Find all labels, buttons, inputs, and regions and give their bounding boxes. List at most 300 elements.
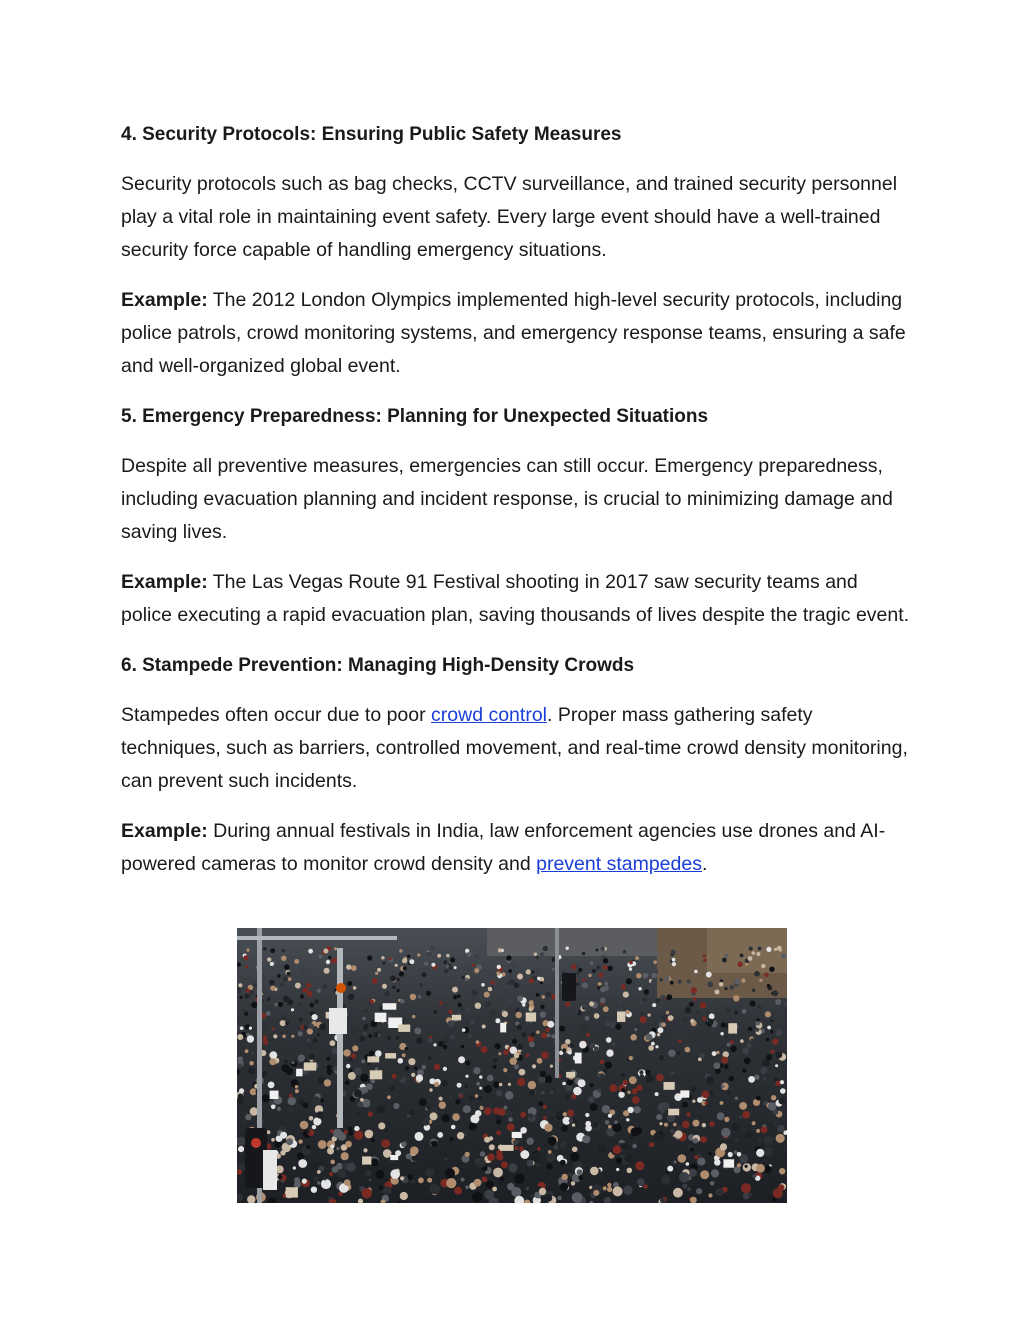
crowd-placard [383,1003,397,1010]
crowd-person [462,966,467,971]
crowd-person [435,1168,440,1173]
crowd-person [326,1057,330,1061]
crowd-person [465,978,469,982]
crowd-person [417,953,420,956]
crowd-person [481,983,485,987]
crowd-person [526,1187,530,1191]
crowd-person [238,1146,244,1152]
crowd-person [517,1044,523,1050]
crowd-person [308,949,313,954]
crowd-person [489,1144,495,1150]
crowd-person [779,1168,785,1174]
crowd-placard [664,1082,675,1090]
crowd-person [351,1028,358,1035]
crowd-person [300,1121,309,1130]
crowd-person [685,1047,691,1053]
crowd-person [282,949,286,953]
street-pole [555,928,559,1078]
crowd-person [443,1035,450,1042]
crowd-person [369,1051,375,1057]
crowd-person [717,1112,725,1120]
crowd-person [646,1034,653,1041]
crowd-person [439,1102,446,1109]
crowd-person [673,1188,683,1198]
crowd-person [280,983,283,986]
crowd-person [454,1187,462,1195]
crowd-person [514,1064,519,1069]
crowd-person [398,1058,404,1064]
crowd-person [634,1028,637,1031]
crowd-person [777,1125,784,1132]
crowd-person [422,1065,427,1070]
crowd-person [360,1035,366,1041]
crowd-person [238,1094,244,1100]
crowd-person [510,1058,517,1065]
crowd-person [450,1065,455,1070]
crowd-person [547,1034,551,1038]
crowd-person [481,1046,488,1053]
body-text-before: Stampedes often occur due to poor [121,704,432,726]
crowd-person [695,1155,699,1159]
crowd-person [412,1015,415,1018]
crowd-person [598,982,602,986]
crowd-person [329,1172,333,1176]
crowd-person [724,987,727,990]
crowd-person [396,1036,400,1040]
crowd-person [612,1123,621,1132]
crowd-person [586,1033,590,1037]
crowd-person [451,1125,456,1130]
crowd-person [488,987,493,992]
crowd-person [496,1090,503,1097]
crowd-person [735,979,741,985]
crowd-person [629,1056,633,1060]
crowd-person [576,972,579,975]
crowd-person [412,1156,417,1161]
crowd-person [740,1154,749,1163]
section-4-heading: 4. Security Protocols: Ensuring Public Safety Measures [121,124,622,145]
crowd-person [414,1067,418,1071]
crowd-person [607,1187,612,1192]
crowd-person [667,1166,673,1172]
crowd-person [678,1154,687,1163]
crowd-person [677,1051,680,1054]
crowd-person [666,1011,669,1014]
crowd-person [758,1139,762,1143]
crowd-person [705,1102,708,1105]
crowd-person [368,1034,371,1037]
crowd-person [360,1074,368,1082]
crowd-person [468,1035,472,1039]
crowd-person [400,1176,404,1180]
crowd-person [327,1065,332,1070]
crowd-person [465,1061,470,1066]
crowd-person [401,1142,406,1147]
crowd-person [562,1082,566,1086]
crowd-person [465,1008,470,1013]
crowd-person [568,1172,573,1177]
crowd-person [496,1119,501,1124]
crowd-person [489,970,493,974]
crowd-person [608,1114,612,1118]
crowd-person [427,1106,431,1110]
crowd-person [430,1112,438,1120]
crowd-person [508,1117,513,1122]
crowd-person [490,1009,496,1015]
crowd-person [640,1012,644,1016]
building-shape [487,928,657,956]
crowd-person [529,1042,535,1048]
crowd-person [734,1166,741,1173]
crowd-person [512,1039,517,1044]
crowd-person [742,1048,749,1055]
crowd-person [482,1025,486,1029]
crowd-person [437,1132,443,1138]
crowd-person [635,1074,639,1078]
crowd-person [375,972,378,975]
crowd-person [536,1163,540,1167]
crowd-person [540,952,544,956]
crowd-person [662,1023,666,1027]
crowd-person [679,1172,689,1182]
crowd-person [427,1178,432,1183]
crowd-placard [362,1156,371,1164]
crowd-person [550,1091,553,1094]
crowd-person [703,959,706,962]
crowd-person [754,1074,759,1079]
crowd-person [632,1096,640,1104]
crowd-person [709,1121,715,1127]
no-entry-sign [336,983,346,993]
crowd-person [507,1123,515,1131]
crowd-person [460,1095,463,1098]
crowd-person [327,1148,334,1155]
crowd-person [617,1000,621,1004]
crowd-person [360,1098,364,1102]
crowd-person [595,949,598,952]
crowd-person [239,1088,244,1093]
crowd-person [596,965,600,969]
crowd-person [384,1128,388,1132]
crowd-person [778,1184,785,1191]
crowd-person [544,1075,552,1083]
crowd-person [733,1058,740,1065]
crowd-person [472,990,478,996]
crowd-person [729,1076,734,1081]
crowd-person [375,1050,382,1057]
crowd-person [692,1100,695,1103]
crowd-person [281,1015,287,1021]
crowd-person [371,1139,375,1143]
crowd-person [271,1138,275,1142]
crowd-person [703,954,706,957]
crowd-person [461,976,464,979]
crowd-person [519,1147,524,1152]
crowd-person [585,1016,590,1021]
crowd-person [519,1069,526,1076]
crowd-person [241,1121,245,1125]
crowd-person [277,1107,281,1111]
crowd-person [668,1050,675,1057]
crowd-person [284,1060,288,1064]
crowd-person [303,1025,307,1029]
crowd-person [317,1170,321,1174]
crowd-person [354,1131,363,1140]
crowd-person [693,1138,699,1144]
crowd-person [334,947,337,950]
crowd-person [309,1043,316,1050]
crowd-person [657,1033,660,1036]
crowd-person [458,1003,462,1007]
crowd-person [454,966,457,969]
crowd-person [484,992,490,998]
crowd-person [540,981,543,984]
crowd-person [286,1068,293,1075]
crowd-person [377,1105,385,1113]
crowd-person [745,1131,752,1138]
crowd-person [419,1098,427,1106]
crowd-person [755,1021,760,1026]
crowd-person [775,999,781,1005]
crowd-person [495,1018,500,1023]
crowd-person [442,1114,450,1122]
crowd-person [638,987,641,990]
crowd-person [405,1047,408,1050]
crowd-person [607,1183,611,1187]
crowd-person [249,1061,253,1065]
prevent-stampedes-link[interactable]: prevent stampedes [536,853,702,875]
crowd-person [517,996,523,1002]
crowd-person [312,1096,320,1104]
crowd-person [286,1138,293,1145]
crowd-person [469,1123,477,1131]
crowd-person [748,1027,753,1032]
crowd-person [458,1056,465,1063]
crowd-person [687,980,691,984]
crowd-person [670,981,674,985]
crowd-person [651,1042,655,1046]
crowd-person [431,1141,437,1147]
crowd-person [269,1058,276,1065]
crowd-person [411,1179,415,1183]
crowd-person [477,1158,486,1167]
crowd-person [365,1130,374,1139]
crowd-person [671,950,676,955]
crowd-person [489,1136,493,1140]
crowd-person [263,947,266,950]
crowd-person [537,1058,543,1064]
crowd-person [399,1075,404,1080]
crowd-person [284,1049,288,1053]
crowd-person [683,1018,688,1023]
crowd-person [648,1014,651,1017]
crowd-person [370,1000,374,1004]
crowd-person [262,1094,270,1102]
crowd-person [777,946,782,951]
crowd-person [439,1001,443,1005]
crowd-placard [566,1072,575,1078]
crowd-person [332,1166,339,1173]
crowd-person [705,1010,709,1014]
crowd-person [313,1117,321,1125]
crowd-person [460,1007,464,1011]
crowd-person [613,1145,622,1154]
crowd-person [772,1039,778,1045]
crowd-person [735,1138,739,1142]
crowd-person [457,1132,464,1139]
crowd-person [374,1040,381,1047]
crowd-person [416,1037,423,1044]
crowd-person [284,964,289,969]
crowd-person [244,1012,248,1016]
crowd-person [709,1091,714,1096]
crowd-person [298,1139,302,1143]
crowd-person [756,1149,764,1157]
crowd-person [433,1010,437,1014]
crowd-person [672,962,676,966]
crowd-person [560,1183,568,1191]
crowd-person [384,991,390,997]
crowd-person [514,1174,524,1184]
crowd-person [267,957,271,961]
crowd-person [390,1086,395,1091]
crowd-person [530,1032,535,1037]
crowd-person [428,1038,433,1043]
example-text: The 2012 London Olympics implemented high-level security protocols, including police patrols, crowd monitoring systems, and emergency response teams, ensuring a safe and well-organized global event. [121,289,906,377]
crowd-person [737,1163,741,1167]
crowd-person [321,1099,325,1103]
crowd-person [277,974,281,978]
crowd-person [662,1102,669,1109]
crowd-person [761,964,765,968]
crowd-person [273,1034,277,1038]
crowd-person [511,974,514,977]
crowd-person [496,972,500,976]
crowd-person [764,1136,774,1146]
crowd-person [444,1157,448,1161]
crowd-person [721,1128,731,1138]
crowd-person [773,1120,779,1126]
crowd-person [720,1143,727,1150]
crowd-person [279,1045,284,1050]
crowd-person [433,1043,436,1046]
crowd-person [565,1002,570,1007]
crowd-person [537,977,541,981]
crowd-person [727,1043,731,1047]
crowd-person [503,1068,507,1072]
crowd-person [397,989,400,992]
crowd-person [343,1049,350,1056]
crowd-person [739,1115,742,1118]
crowd-person [514,983,519,988]
crowd-person [771,1095,776,1100]
crowd-person [443,1045,448,1050]
crowd-person [544,1124,552,1132]
crowd-person [623,1186,632,1195]
crowd-person [475,1110,482,1117]
crowd-person [582,952,585,955]
crowd-person [655,953,659,957]
crowd-person [270,962,274,966]
crowd-person [612,1042,616,1046]
crowd-person [770,1030,773,1033]
crowd-person [665,976,670,981]
street-pole [337,948,343,1128]
crowd-person [383,962,386,965]
crowd-person [395,964,398,967]
crowd-person [657,1027,663,1033]
crowd-person [428,1056,432,1060]
crowd-person [702,1123,706,1127]
crowd-person [446,954,449,957]
section-4-body: Security protocols such as bag checks, CCTV surveillance, and trained security personnel play a vital role in maintaining event safety. Every large event should have a well-trained security force capable of handling emergency situations. [121,173,898,261]
crowd-person [620,1143,627,1150]
crowd-person [377,968,381,972]
crowd-person [719,982,724,987]
crowd-control-link[interactable]: crowd control [431,704,547,726]
crowd-person [269,1051,277,1059]
crowd-person [324,968,330,974]
crowd-person [294,959,299,964]
crowd-person [590,961,594,965]
crowd-person [529,978,534,983]
crowd-person [582,1004,588,1010]
crowd-person [552,968,555,971]
crowd-person [585,1121,591,1127]
crowd-person [424,962,428,966]
crowd-person [347,1163,356,1172]
crowd-person [614,1120,618,1124]
crowd-person [487,1075,494,1082]
crowd-person [330,1160,335,1165]
crowd-person [708,1152,712,1156]
crowd-person [720,1101,724,1105]
crowd-person [484,1055,491,1062]
crowd-person [608,1125,612,1129]
crowd-person [450,1035,454,1039]
crowd-person [295,1085,298,1088]
crowd-person [514,1053,519,1058]
crowd-person [463,1105,471,1113]
crowd-person [437,954,441,958]
crowd-person [400,1192,408,1200]
crowd-placard [526,1013,536,1022]
crowd-person [498,1108,506,1116]
crowd-person [448,1020,455,1027]
crowd-person [749,947,753,951]
crowd-person [706,1076,714,1084]
crowd-person [618,1092,624,1098]
crowd-person [541,1005,545,1009]
crowd-person [444,1153,447,1156]
crowd-person [503,1050,508,1055]
crowd-person [627,1168,633,1174]
crowd-placard [728,1023,737,1033]
crowd-person [383,1149,392,1158]
crowd-person [461,1045,465,1049]
crowd-person [562,1048,566,1052]
crowd-person [656,1114,662,1120]
crowd-person [467,967,472,972]
crowd-person [630,1034,637,1041]
crowd-person [288,1107,294,1113]
crowd-person [478,1096,482,1100]
crowd-person [407,955,410,958]
crowd-person [693,997,697,1001]
crowd-person [748,956,753,961]
crowd-person [505,1005,508,1008]
crowd-person [606,1049,613,1056]
